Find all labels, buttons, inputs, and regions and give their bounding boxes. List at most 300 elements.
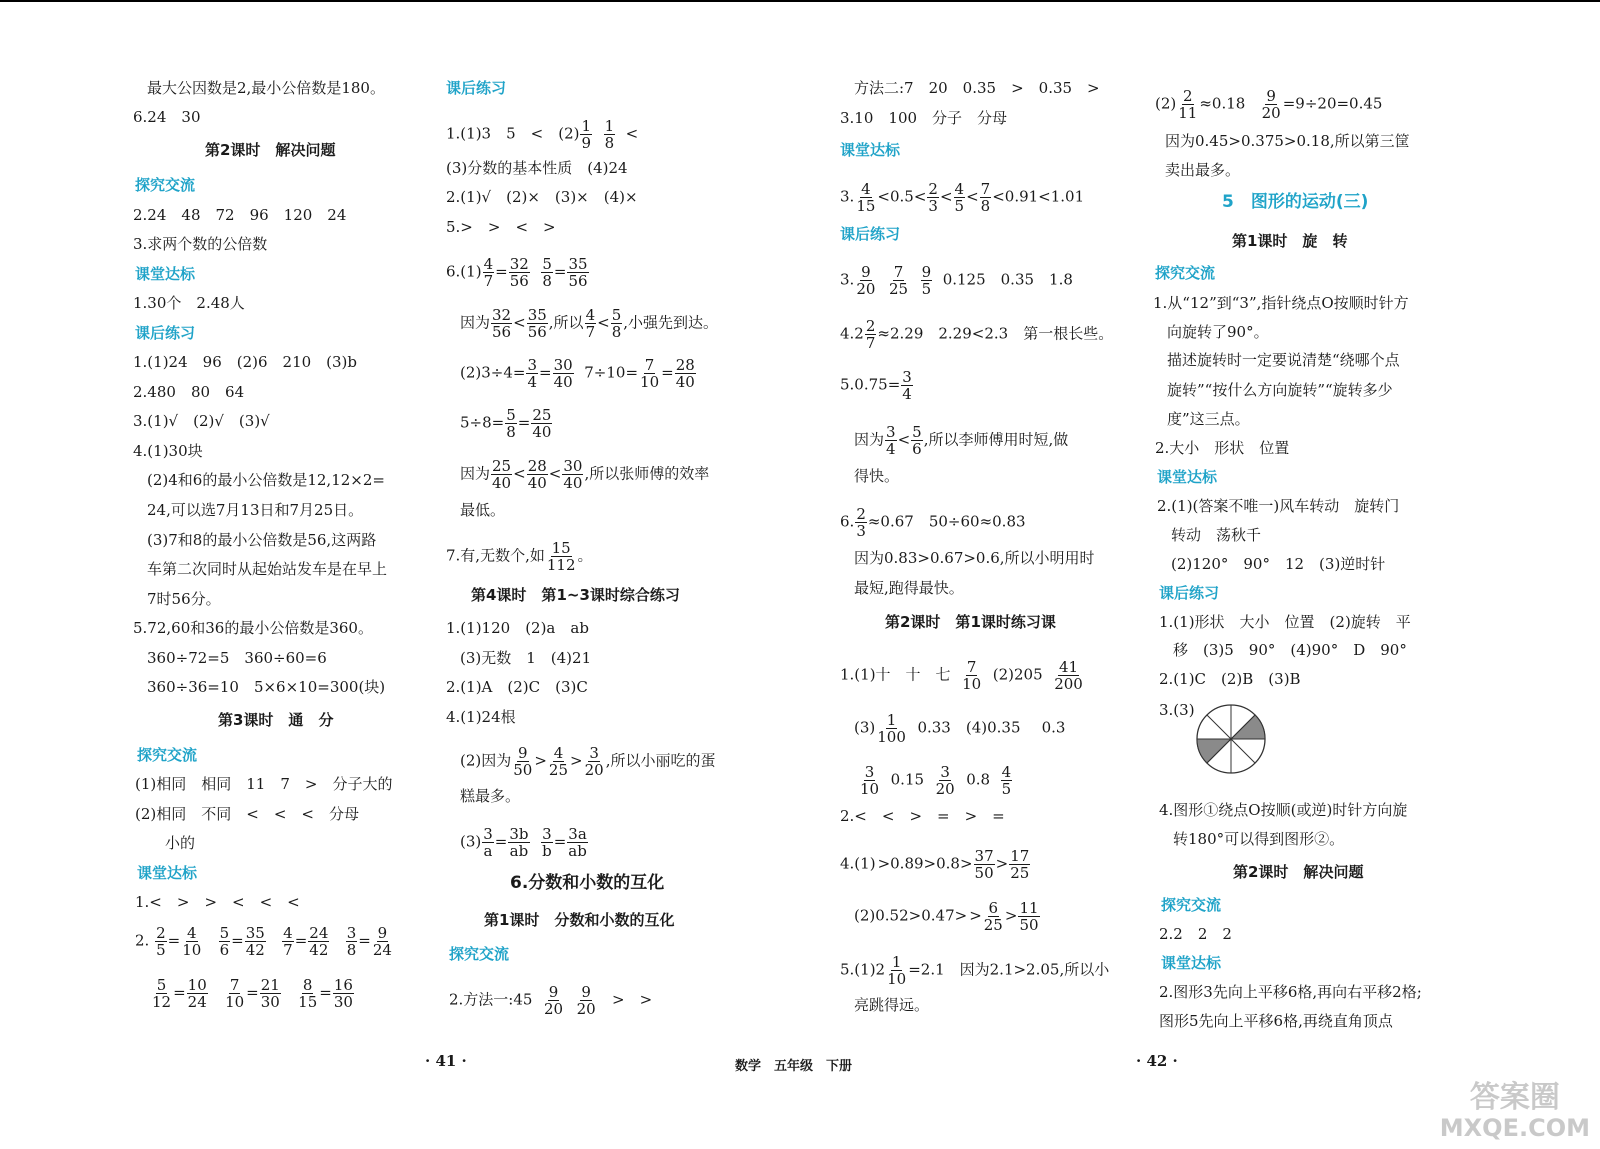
fraction	[974, 848, 995, 881]
fraction-line	[854, 712, 1065, 745]
numerator: 8	[302, 976, 313, 994]
numerator: 4	[585, 306, 596, 324]
numerator: 3	[483, 825, 493, 843]
text-line: 1.30个 2.48人	[133, 294, 245, 312]
section-heading: 课堂达标	[137, 864, 198, 882]
text: (3)	[460, 832, 482, 851]
top-border	[0, 0, 1600, 2]
fraction	[604, 118, 616, 151]
fraction-line: $\frac{5}{12}$ = $\frac{10}{24}$ $\frac{7}{10}$ = $\frac{21}{30}$ $\frac{8}{15}$ = $\frac{16}{30}$	[152, 976, 353, 1011]
fraction	[562, 458, 583, 491]
fraction	[859, 764, 880, 797]
text: ,小强先到达。	[623, 313, 719, 332]
text-line: 4.(1)30块	[133, 442, 203, 460]
fraction-line: 因为 $\frac{32}{56}$ < $\frac{35}{56}$ ,所以 $\frac{4}{7}$ < $\frac{5}{8}$ ,小强先到达。	[460, 306, 719, 341]
numerator: 3b	[509, 825, 529, 843]
numerator: 7	[893, 263, 904, 281]
lesson-title: 第2课时 解决问题	[205, 141, 336, 159]
fraction-line: (2)0.52>0.47> > $\frac{6}{25}$ > $\frac{11}{50}$	[854, 899, 1039, 934]
text: 1.(1)3 5 < (2)	[446, 124, 580, 143]
text: 5÷8=	[460, 413, 505, 432]
numerator: 5	[219, 924, 230, 942]
numerator: 5	[156, 976, 167, 994]
section-heading: 课后练习	[1159, 584, 1220, 602]
denominator: 30	[333, 993, 353, 1011]
text-line: 图形5先向上平移6格,再绕直角顶点	[1159, 1012, 1393, 1030]
fraction	[639, 357, 660, 390]
text-line: 因为0.83>0.67>0.6,所以小明用时	[854, 549, 1095, 567]
denominator: 10	[962, 675, 982, 693]
denominator: 4	[886, 440, 896, 458]
section-heading: 探究交流	[137, 746, 198, 764]
denominator: a	[483, 842, 493, 860]
denominator: 8	[604, 134, 615, 152]
denominator: 200	[1054, 675, 1083, 693]
numerator: 9	[377, 924, 388, 942]
denominator: 20	[584, 761, 604, 779]
text-line: 2.(1)A (2)C (3)C	[446, 678, 588, 696]
numerator: 25	[492, 457, 512, 475]
text: (2)205	[992, 665, 1043, 684]
fraction	[961, 659, 982, 692]
text: 6.	[840, 512, 855, 531]
fraction-line: (3) $\frac{3}{a}$ = $\frac{3b}{ab}$ $\frac{3}{b}$ = $\frac{3a}{ab}$	[460, 825, 587, 860]
denominator: 25	[888, 280, 909, 298]
numerator: 32	[509, 255, 529, 273]
fraction	[855, 181, 876, 214]
text-line: 2.2 2 2	[1159, 925, 1232, 943]
denominator: 8	[506, 423, 516, 441]
denominator: 12	[152, 993, 172, 1011]
text-line: 2.大小 形状 位置	[1155, 439, 1290, 457]
denominator: 50	[1019, 916, 1039, 934]
text-line: 最短,跑得最快。	[854, 579, 964, 597]
denominator: 42	[309, 941, 329, 959]
text-line: 3.(3)	[1159, 701, 1195, 719]
lesson-title: 第4课时 第1~3课时综合练习	[471, 586, 680, 604]
numerator: 2	[928, 180, 938, 198]
text: 。	[577, 546, 593, 565]
denominator: 10	[887, 970, 907, 988]
section-heading: 课堂达标	[1157, 468, 1218, 486]
text-line: (1)相同 相同 11 7 > 分子大的	[135, 775, 393, 793]
text-line: 卖出最多。	[1165, 161, 1241, 179]
numerator: 3	[346, 924, 357, 942]
numerator: 15	[551, 539, 571, 557]
text-line: 1.从“12”到“3”,指针绕点O按顺时针方	[1153, 294, 1409, 312]
denominator: 10	[225, 993, 245, 1011]
text: 0.125 0.35 1.8	[942, 270, 1073, 289]
text: 4.(1)	[840, 854, 876, 873]
numerator: 7	[980, 180, 991, 198]
text: 0.33 (4)0.35	[917, 718, 1021, 737]
text: 因为	[460, 313, 491, 332]
numerator: 7	[229, 976, 240, 994]
numerator: 41	[1058, 658, 1079, 676]
denominator: 56	[527, 323, 547, 341]
denominator: 20	[576, 1000, 596, 1018]
fraction	[260, 977, 281, 1010]
denominator: 25	[548, 761, 569, 779]
numerator: 4	[283, 924, 293, 942]
fraction	[372, 925, 393, 958]
text-line: 2.480 80 64	[133, 383, 245, 401]
lesson-title: 第1课时 旋 转	[1232, 232, 1348, 250]
fraction-line: 2. $\frac{2}{5}$ = $\frac{4}{10}$ $\frac{5}{6}$ = $\frac{35}{42}$ $\frac{4}{7}$ = $\frac{24}{42}$ $\frac{3}{8}$ = $\frac{9}{24}$	[135, 924, 392, 959]
denominator: 15	[856, 197, 876, 215]
denominator: 20	[544, 1000, 564, 1018]
numerator: 4	[1001, 763, 1012, 781]
numerator: 2	[865, 317, 876, 335]
numerator: 37	[974, 847, 994, 865]
fraction	[901, 369, 913, 402]
text-line: 3.求两个数的公倍数	[133, 235, 268, 253]
fraction	[1053, 659, 1084, 692]
section-heading: 探究交流	[135, 176, 196, 194]
fraction	[911, 424, 923, 457]
denominator: 7	[585, 323, 596, 341]
text-line: (2)4和6的最小公倍数是12,12×2=	[147, 471, 385, 489]
denominator: 10	[860, 780, 880, 798]
lesson-title: 第2课时 第1课时练习课	[885, 613, 1056, 631]
fraction-line: 4.(1) >0.89>0.8> $\frac{37}{50}$ > $\frac{17}{25}$	[840, 847, 1030, 882]
numerator: 4	[954, 180, 965, 198]
numerator: 9	[581, 983, 591, 1001]
unit-title: 6.分数和小数的互化	[510, 873, 665, 893]
fraction	[886, 954, 907, 987]
denominator: ab	[509, 842, 529, 860]
section-heading: 课后练习	[135, 324, 196, 342]
text: 0.8	[966, 770, 991, 789]
text-line: 描述旋转时一定要说清楚“绕哪个点	[1167, 351, 1400, 369]
fraction	[531, 407, 552, 440]
text-line: (3)分数的基本性质 (4)24	[446, 159, 628, 177]
numerator: 1	[581, 117, 592, 135]
denominator: 25	[983, 916, 1003, 934]
text-line: 5.> > < >	[446, 218, 556, 236]
denominator: 24	[372, 941, 392, 959]
denominator: b	[542, 842, 552, 860]
fraction-line	[840, 506, 1026, 539]
fraction	[505, 407, 517, 440]
text-line: 4.(1)24根	[446, 708, 516, 726]
numerator: 11	[1019, 899, 1039, 917]
denominator: 20	[935, 780, 955, 798]
fraction	[245, 925, 266, 958]
text-line: 移 (3)5 90° (4)90° D 90°	[1173, 641, 1407, 659]
fraction-line: 因为 $\frac{3}{4}$ < $\frac{5}{6}$ ,所以李师傅用时短,做	[854, 423, 1069, 458]
numerator: 2	[156, 924, 166, 942]
text: ,所以小丽吃的蛋	[605, 751, 716, 770]
denominator: ab	[568, 842, 587, 860]
numerator: 9	[921, 263, 932, 281]
fraction	[483, 256, 495, 289]
fraction	[509, 256, 530, 289]
text: 3.	[840, 187, 855, 206]
fraction	[921, 264, 933, 297]
denominator: 100	[877, 728, 906, 746]
fraction	[1261, 88, 1282, 121]
text: > >	[612, 990, 653, 1009]
fraction	[187, 977, 208, 1010]
fraction	[876, 712, 907, 745]
numerator: 35	[245, 924, 265, 942]
text-line: (3)7和8的最小公倍数是56,这两路	[147, 531, 377, 549]
numerator: 17	[1010, 847, 1030, 865]
text-line: 2.图形3先向上平移6格,再向右平移2格;	[1159, 983, 1422, 1001]
fraction-line	[840, 318, 1113, 351]
denominator: 15	[298, 993, 318, 1011]
numerator: 25	[532, 406, 552, 424]
denominator: 11	[1178, 104, 1198, 122]
text: 5.0.75=	[840, 375, 901, 394]
fraction	[482, 826, 494, 859]
numerator: 3	[940, 763, 950, 781]
numerator: 3	[886, 423, 896, 441]
fraction	[527, 307, 548, 340]
numerator: 1	[604, 117, 615, 135]
denominator: 6	[912, 440, 922, 458]
text: ,所以李师傅用时短,做	[923, 430, 1069, 449]
denominator: 5	[1001, 780, 1012, 798]
fraction	[855, 506, 867, 539]
denominator: 56	[492, 323, 512, 341]
denominator: 50	[974, 864, 994, 882]
watermark-url: MXQE.COM	[1439, 1114, 1590, 1142]
text-line: 旋转”“按什么方向旋转”“旋转多少	[1167, 381, 1393, 399]
text-line: 糕最多。	[460, 787, 521, 805]
denominator: 7	[283, 941, 293, 959]
text-line: 2.(1)(答案不唯一)风车转动 旋转门	[1157, 497, 1400, 515]
text-line: 得快。	[854, 467, 900, 485]
numerator: 30	[553, 356, 573, 374]
numerator: 7	[966, 658, 977, 676]
fraction	[543, 984, 564, 1017]
fraction	[1177, 88, 1198, 121]
numerator: 3	[902, 368, 912, 386]
section-heading: 探究交流	[449, 945, 510, 963]
numerator: 4	[186, 924, 197, 942]
numerator: 3	[589, 744, 599, 762]
numerator: 5	[611, 306, 622, 324]
denominator: 24	[187, 993, 207, 1011]
text-line: 因为0.45>0.375>0.18,所以第三筐	[1165, 132, 1410, 150]
numerator: 5	[912, 423, 922, 441]
denominator: 8	[542, 272, 552, 290]
section-heading: 探究交流	[1155, 264, 1216, 282]
numerator: 7	[644, 356, 655, 374]
text-line: 亮跳得远。	[854, 996, 930, 1014]
fraction	[541, 256, 553, 289]
numerator: 16	[333, 976, 353, 994]
denominator: 3	[928, 197, 938, 215]
fraction-line	[446, 118, 638, 151]
numerator: 4	[861, 180, 871, 198]
text: ≈2.29 2.29<2.3 第一根长些。	[877, 324, 1114, 343]
fraction-line	[858, 764, 1013, 797]
text-line: 7时56分。	[147, 590, 221, 608]
lesson-title: 第1课时 分数和小数的互化	[484, 911, 675, 929]
numerator: 10	[187, 976, 207, 994]
text: (2)	[1155, 94, 1177, 113]
denominator: 3	[856, 522, 866, 540]
text-line: 2.< < > = > =	[840, 807, 1005, 825]
fraction	[224, 977, 245, 1010]
text: 1.(1)十 十 七	[840, 665, 951, 684]
numerator: 35	[568, 255, 588, 273]
numerator: 3	[864, 763, 875, 781]
denominator: 40	[563, 474, 583, 492]
text: 6.(1)	[446, 262, 482, 281]
denominator: 40	[492, 474, 512, 492]
text: (2)0.52>0.47>	[854, 906, 968, 925]
numerator: 5	[506, 406, 516, 424]
text: 2.方法一:45	[449, 990, 533, 1009]
lesson-title: 第3课时 通 分	[218, 711, 334, 729]
fraction	[1001, 764, 1013, 797]
text-line: 向旋转了90°。	[1167, 323, 1269, 341]
denominator: 42	[245, 941, 265, 959]
text-line: 车第二次同时从起始站发车是在早上	[147, 560, 388, 578]
fraction	[585, 307, 597, 340]
fraction	[155, 925, 167, 958]
fraction	[541, 826, 553, 859]
fraction	[508, 826, 529, 859]
numerator: 4	[483, 255, 494, 273]
fraction	[576, 984, 597, 1017]
fraction-line	[840, 954, 1109, 987]
fraction	[512, 745, 533, 778]
denominator: 10	[640, 373, 660, 391]
denominator: 56	[509, 272, 529, 290]
text-line: 度”这三点。	[1167, 410, 1250, 428]
text-line: 转180°可以得到图形②。	[1173, 830, 1345, 848]
section-heading: 课后练习	[446, 79, 507, 97]
fraction	[297, 977, 318, 1010]
text-line: (2)相同 不同 < < < 分母	[135, 805, 359, 823]
denominator: 6	[219, 941, 230, 959]
text: 因为	[460, 464, 491, 483]
fraction-line: (2)3÷4= $\frac{3}{4}$ = $\frac{30}{40}$ 7÷10= $\frac{7}{10}$ = $\frac{28}{40}$	[460, 356, 695, 391]
text: ,所以	[548, 313, 584, 332]
text: =9÷20=0.45	[1282, 94, 1383, 113]
denominator: 56	[568, 272, 588, 290]
numerator: 9	[1266, 87, 1276, 105]
fraction	[865, 318, 877, 351]
numerator: 30	[563, 457, 583, 475]
fraction-line	[1155, 88, 1382, 121]
lesson-title: 第2课时 解决问题	[1233, 863, 1364, 881]
numerator: 9	[518, 744, 528, 762]
text: ,所以张师傅的效率	[584, 464, 710, 483]
denominator: 5	[156, 941, 166, 959]
denominator: 5	[921, 280, 932, 298]
numerator: 24	[309, 924, 329, 942]
numerator: 35	[527, 306, 547, 324]
fraction	[980, 181, 992, 214]
fraction	[181, 925, 202, 958]
denominator: 4	[527, 373, 538, 391]
rotation-circle-figure	[1195, 703, 1267, 775]
numerator: 2	[856, 505, 866, 523]
section-heading: 探究交流	[1161, 896, 1222, 914]
text-line: 1.(1)24 96 (2)6 210 (3)b	[133, 353, 358, 371]
text: ≈0.67 50÷60≈0.83	[867, 512, 1026, 531]
numerator: 28	[675, 356, 695, 374]
numerator: 1	[886, 711, 897, 729]
fraction	[855, 264, 876, 297]
text: 3.	[840, 270, 855, 289]
text: 0.3	[1041, 718, 1066, 737]
text-line: 6.24 30	[133, 108, 201, 126]
text: =2.1 因为2.1>2.05,所以小	[908, 960, 1110, 979]
page-number-left: · 41 ·	[425, 1052, 467, 1070]
page-number-right: · 42 ·	[1136, 1052, 1178, 1070]
fraction	[983, 900, 1004, 933]
fraction	[567, 826, 588, 859]
numerator: 28	[527, 457, 547, 475]
fraction	[151, 977, 172, 1010]
fraction	[885, 424, 897, 457]
fraction-line	[840, 659, 1085, 692]
text-line: 1.(1)形状 大小 位置 (2)旋转 平	[1159, 613, 1411, 631]
fraction	[526, 357, 538, 390]
denominator: 40	[675, 373, 695, 391]
fraction	[954, 181, 966, 214]
fraction-line	[446, 540, 593, 573]
text-line: 方法二:7 20 0.35 > 0.35 >	[854, 79, 1100, 97]
denominator: 20	[856, 280, 876, 298]
fraction	[282, 925, 294, 958]
numerator: 32	[492, 306, 512, 324]
text-line: 最大公因数是2,最小公倍数是180。	[147, 79, 385, 97]
fraction-line: 5÷8= $\frac{5}{8}$ = $\frac{25}{40}$	[460, 406, 552, 441]
text: <0.91<1.01	[992, 187, 1085, 206]
numerator: 3	[527, 356, 538, 374]
text: (2)3÷4=	[460, 363, 526, 382]
fraction	[546, 540, 577, 573]
numerator: 9	[861, 263, 871, 281]
fraction	[567, 256, 588, 289]
fraction	[553, 357, 574, 390]
denominator: 5	[954, 197, 965, 215]
text-line: 2.(1)√ (2)× (3)× (4)×	[446, 188, 638, 206]
unit-title: 5 图形的运动(三)	[1222, 192, 1369, 212]
fraction	[1018, 900, 1039, 933]
section-heading: 课后练习	[840, 225, 901, 243]
text: <	[625, 124, 639, 143]
watermark-text: 答案圈	[1469, 1080, 1560, 1115]
text-line: 5.72,60和36的最小公倍数是360。	[133, 619, 373, 637]
text-line: 360÷36=10 5×6×10=300(块)	[147, 678, 386, 696]
section-heading: 课堂达标	[1161, 954, 1222, 972]
fraction-line: 因为 $\frac{25}{40}$ < $\frac{28}{40}$ < $\frac{30}{40}$ ,所以张师傅的效率	[460, 457, 710, 492]
numerator: 4	[553, 744, 564, 762]
numerator: 21	[260, 976, 280, 994]
numerator: 1	[891, 953, 902, 971]
text-line: 2.24 48 72 96 120 24	[133, 206, 347, 224]
denominator: 8	[346, 941, 357, 959]
text: 7.有,无数个,如	[446, 546, 545, 565]
fraction-line: 3. $\frac{4}{15}$ <0.5< $\frac{2}{3}$ < $\frac{4}{5}$ < $\frac{7}{8}$ <0.91<1.01	[840, 180, 1085, 215]
fraction-line	[449, 984, 652, 1017]
text: 5.(1)2	[840, 960, 886, 979]
text-line: 360÷72=5 360÷60=6	[147, 649, 327, 667]
denominator: 40	[553, 373, 573, 391]
text-line: 转动 荡秋千	[1171, 526, 1262, 544]
fraction-line	[840, 264, 1073, 297]
text-line: 1.< > > < < <	[135, 893, 300, 911]
